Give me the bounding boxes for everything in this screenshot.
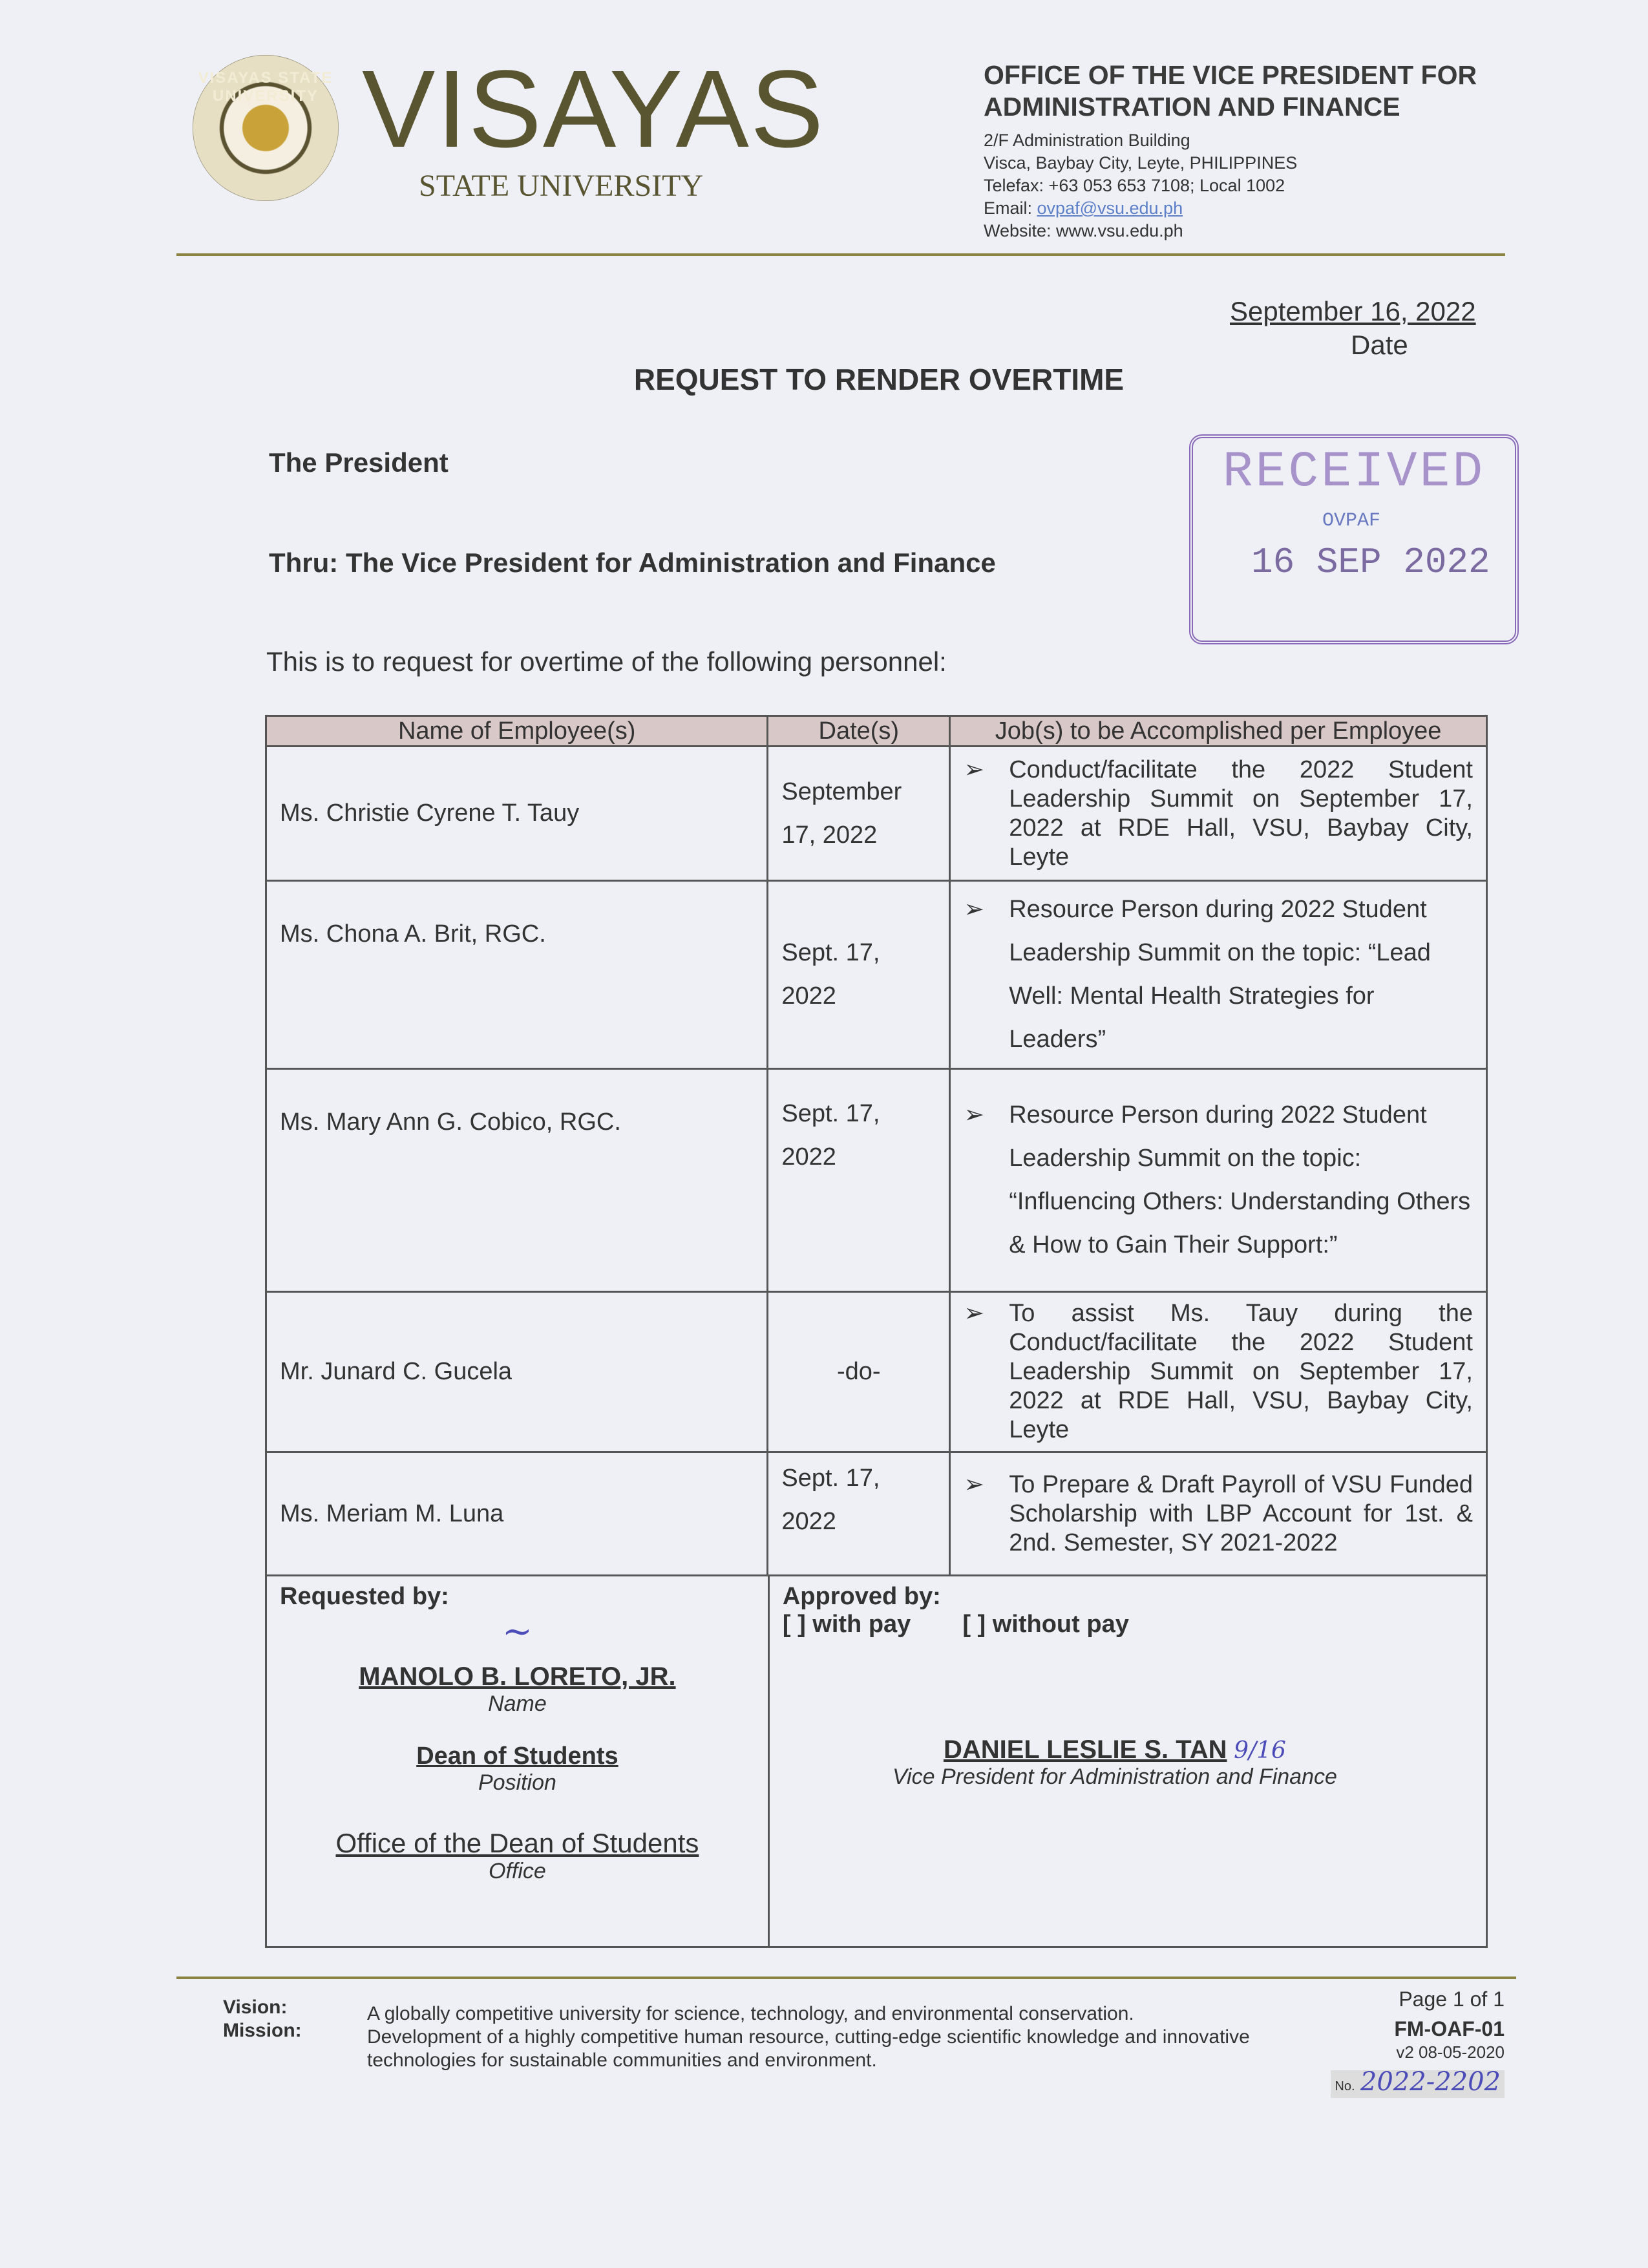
requester-position: Dean of Students	[416, 1743, 618, 1770]
office-line1: OFFICE OF THE VICE PRESIDENT FOR	[984, 60, 1477, 90]
requester-name: MANOLO B. LORETO, JR.	[359, 1662, 676, 1691]
office-label: Office	[489, 1859, 546, 1883]
job-item: ➢ Conduct/facilitate the 2022 Student Leadership Summit on September 17, 2022 at RDE Hall, VSU, Baybay City, Leyte	[964, 756, 1473, 872]
table-row	[266, 881, 1487, 1069]
office-line2: ADMINISTRATION AND FINANCE	[984, 92, 1400, 122]
table-row	[266, 1452, 1487, 1576]
without-pay-checkbox[interactable]: [ ] without pay	[962, 1611, 1129, 1638]
job-item: ➢ To Prepare & Draft Payroll of VSU Funded Scholarship with LBP Account for 1st. & 2nd. Semester, SY 2021-2022	[964, 1470, 1473, 1558]
employee-name: Ms. Christie Cyrene T. Tauy	[266, 747, 768, 881]
table-row	[266, 1292, 1487, 1452]
stamp-date: 16 SEP 2022	[1251, 542, 1490, 583]
received-stamp	[1189, 434, 1519, 644]
employee-name: Ms. Chona A. Brit, RGC.	[266, 881, 768, 1069]
mission-text: Development of a highly competitive human resource, cutting-edge scientific knowledge and innovative technologies for sustainable communities and environment.	[367, 2026, 1250, 2071]
vision-text: A globally competitive university for science, technology, and environmental conservation.	[367, 2003, 1134, 2024]
position-label: Position	[478, 1770, 556, 1795]
approver-name: DANIEL LESLIE S. TAN	[943, 1735, 1227, 1764]
address-line1: 2/F Administration Building	[984, 131, 1190, 150]
signature-row	[266, 1576, 1487, 1947]
requested-label: Requested by:	[280, 1583, 449, 1610]
header-divider	[176, 253, 1505, 256]
thru-line: Thru: The Vice President for Administration and Finance	[269, 547, 996, 578]
stamp-office: OVPAF	[1322, 510, 1381, 532]
approved-label: Approved by:	[782, 1583, 941, 1610]
employee-date: September 17, 2022	[768, 747, 950, 881]
mission-label: Mission:	[223, 2020, 302, 2041]
employee-job	[950, 1452, 1487, 1576]
approved-by-block	[768, 1576, 1486, 1947]
job-item: ➢ Resource Person during 2022 Student Leadership Summit on the topic: “Influencing Others: Understanding Others & How to Gain Their Support:”	[964, 1094, 1473, 1267]
employee-name: Ms. Mary Ann G. Cobico, RGC.	[266, 1069, 768, 1292]
employee-job	[950, 881, 1487, 1069]
email-link[interactable]: ovpaf@vsu.edu.ph	[1037, 198, 1183, 218]
form-info	[1331, 1987, 1505, 2098]
requester-office: Office of the Dean of Students	[335, 1828, 699, 1858]
with-pay-checkbox[interactable]: [ ] with pay	[782, 1611, 911, 1638]
form-tables	[265, 715, 1488, 1948]
employee-date: Sept. 17, 2022	[768, 1069, 950, 1292]
employee-name: Mr. Junard C. Gucela	[266, 1292, 768, 1452]
approver-initial: 9/16	[1234, 1737, 1286, 1764]
footer-divider	[176, 1977, 1516, 1979]
date-value: September 16, 2022	[1230, 296, 1476, 326]
signature-table	[265, 1574, 1488, 1948]
table-row	[266, 747, 1487, 881]
employee-job	[950, 1069, 1487, 1292]
page-number: Page 1 of 1	[1399, 1987, 1505, 2011]
footer-text	[367, 2002, 1272, 2072]
brand-subtitle: STATE UNIVERSITY	[419, 169, 704, 203]
university-seal	[193, 55, 339, 201]
email-label: Email:	[984, 198, 1033, 218]
office-name	[984, 59, 1477, 123]
col-name: Name of Employee(s)	[266, 716, 768, 747]
requester-signature: ~	[502, 1611, 533, 1653]
overtime-table	[265, 715, 1488, 1576]
address-line2: Visca, Baybay City, Leyte, PHILIPPINES	[984, 153, 1298, 173]
website: Website: www.vsu.edu.ph	[984, 221, 1183, 240]
footer-labels	[223, 1996, 302, 2042]
number-label: No.	[1335, 2079, 1355, 2093]
employee-name: Ms. Meriam M. Luna	[266, 1452, 768, 1576]
form-version: v2 08-05-2020	[1396, 2042, 1505, 2062]
col-date: Date(s)	[768, 716, 950, 747]
employee-date: Sept. 17, 2022	[768, 1452, 950, 1576]
approver-title: Vice President for Administration and Finance	[892, 1765, 1337, 1789]
intro-text: This is to request for overtime of the following personnel:	[266, 646, 947, 677]
table-row	[266, 1069, 1487, 1292]
document-number: 2022-2202	[1360, 2067, 1501, 2097]
vision-label: Vision:	[223, 1997, 288, 2018]
stamp-text: RECEIVED	[1222, 444, 1486, 501]
addressee: The President	[269, 447, 449, 478]
job-item: ➢ Resource Person during 2022 Student Leadership Summit on the topic: “Lead Well: Mental Health Strategies for Leaders”	[964, 888, 1473, 1061]
employee-date: Sept. 17, 2022	[768, 881, 950, 1069]
brand-name: VISAYAS	[362, 48, 825, 171]
employee-job	[950, 747, 1487, 881]
name-label: Name	[488, 1691, 547, 1716]
requested-by-block	[266, 1576, 769, 1947]
seal-text: VISAYAS STATE UNIVERSITY	[198, 69, 333, 105]
contact-info	[984, 129, 1297, 242]
col-job: Job(s) to be Accomplished per Employee	[950, 716, 1487, 747]
employee-job	[950, 1292, 1487, 1452]
employee-date: -do-	[768, 1292, 950, 1452]
job-item: ➢ To assist Ms. Tauy during the Conduct/facilitate the 2022 Student Leadership Summit on September 17, 2022 at RDE Hall, VSU, Baybay City, Leyte	[964, 1299, 1473, 1445]
date-label: Date	[1351, 330, 1408, 360]
table-header	[266, 716, 1487, 747]
form-code: FM-OAF-01	[1394, 2017, 1505, 2040]
telefax: Telefax: +63 053 653 7108; Local 1002	[984, 176, 1285, 195]
document-title: REQUEST TO RENDER OVERTIME	[633, 363, 1125, 396]
